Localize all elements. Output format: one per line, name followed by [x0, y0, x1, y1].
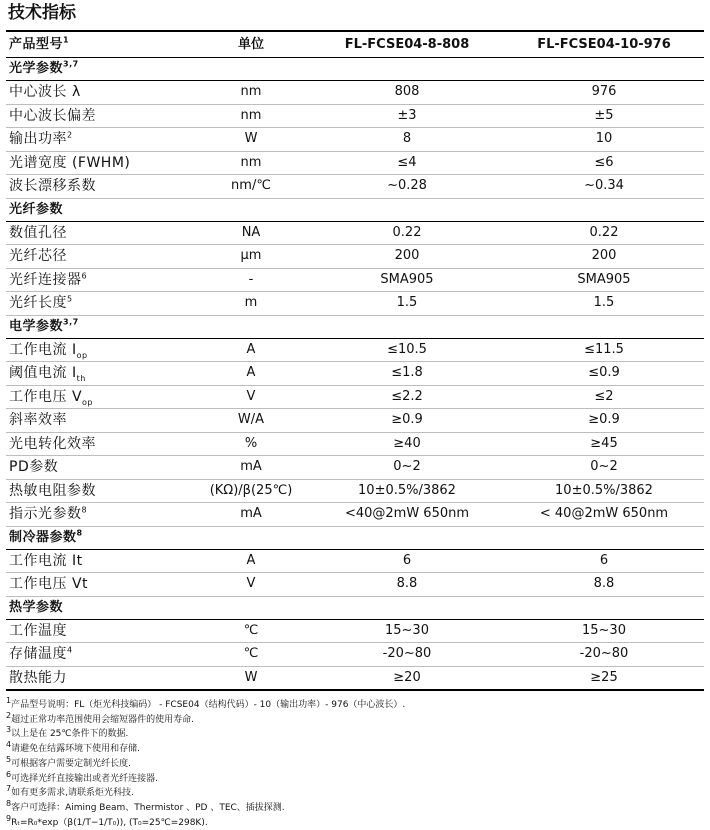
param-value-model-2: < 40@2mW 650nm	[504, 503, 704, 527]
param-name	[6, 128, 192, 152]
param-value-model-1: ≤1.8	[310, 362, 504, 386]
param-value-model-1: ≥40	[310, 432, 504, 456]
section-title-text: 光纤参数	[9, 201, 64, 217]
table-row	[6, 409, 704, 433]
footnote	[6, 727, 706, 742]
section-header-row	[6, 58, 704, 81]
footnote-number: 6	[6, 769, 12, 779]
param-name-text: 工作电流 I	[9, 341, 77, 358]
param-name	[6, 385, 192, 409]
param-value-model-1: ≤4	[310, 151, 504, 175]
param-value-model-1: ≥20	[310, 666, 504, 690]
footnote-text: 请避免在结露环境下使用和存储.	[11, 744, 140, 755]
param-name	[6, 619, 192, 643]
section-title-sup: 3,7	[63, 317, 79, 327]
param-name	[6, 479, 192, 503]
table-row	[6, 245, 704, 269]
param-name	[6, 221, 192, 245]
section-title	[6, 526, 704, 549]
param-name-text: 数值孔径	[9, 224, 67, 241]
param-name	[6, 81, 192, 105]
param-name	[6, 503, 192, 527]
param-name	[6, 666, 192, 690]
param-unit: V	[192, 573, 310, 597]
param-value-model-2: 0~2	[504, 456, 704, 480]
header-model-label: 产品型号$^1$	[6, 31, 192, 58]
table-row	[6, 456, 704, 480]
table-row	[6, 573, 704, 597]
table-row	[6, 619, 704, 643]
param-value-model-2: 200	[504, 245, 704, 269]
table-row	[6, 362, 704, 386]
param-name-text: 中心波长偏差	[9, 107, 96, 124]
param-value-model-2: ≥0.9	[504, 409, 704, 433]
param-value-model-1: ±3	[310, 104, 504, 128]
section-title-sup: 3,7	[63, 59, 79, 69]
footnote	[6, 798, 706, 816]
param-unit: A	[192, 362, 310, 386]
param-name-sub: op	[76, 350, 88, 360]
param-value-model-2: SMA905	[504, 268, 704, 292]
param-unit: nm/℃	[192, 175, 310, 199]
param-name-sup: 6	[81, 271, 88, 281]
footnote-text: 可根据客户需要定制光纤长度.	[11, 758, 131, 769]
param-value-model-1: ≥0.9	[310, 409, 504, 433]
param-value-model-2: 10±0.5%/3862	[504, 479, 704, 503]
table-row	[6, 292, 704, 316]
table-row	[6, 643, 704, 667]
section-title-text: 制冷器参数	[9, 529, 77, 545]
param-value-model-1: 10±0.5%/3862	[310, 479, 504, 503]
param-name	[6, 292, 192, 316]
section-title-sup: 8	[76, 528, 83, 538]
footnote	[6, 813, 706, 830]
param-name-text: 光纤连接器	[9, 271, 82, 288]
param-name	[6, 151, 192, 175]
footnote	[6, 754, 706, 772]
param-value-model-1: 15~30	[310, 619, 504, 643]
param-unit: ℃	[192, 643, 310, 667]
param-name-sup: 8	[81, 505, 88, 515]
param-name-sup: 5	[67, 294, 73, 304]
table-row	[6, 503, 704, 527]
param-value-model-2: ~0.34	[504, 175, 704, 199]
param-name-text: 斜率效率	[9, 412, 67, 429]
param-unit: -	[192, 268, 310, 292]
section-header-row	[6, 198, 704, 221]
param-name-text: 热敏电阻参数	[9, 482, 96, 499]
param-value-model-2: -20~80	[504, 643, 704, 667]
param-value-model-2: ≥45	[504, 432, 704, 456]
header-unit-label: 单位	[192, 31, 310, 58]
param-unit: m	[192, 292, 310, 316]
table-row	[6, 151, 704, 175]
param-name-text: 工作温度	[9, 622, 67, 639]
param-value-model-1: 808	[310, 81, 504, 105]
param-name-text: 工作电压 V	[9, 388, 83, 405]
param-value-model-2: 8.8	[504, 573, 704, 597]
param-unit: nm	[192, 104, 310, 128]
param-name	[6, 338, 192, 362]
param-name	[6, 456, 192, 480]
section-title	[6, 315, 704, 338]
param-unit: W	[192, 666, 310, 690]
table-row	[6, 104, 704, 128]
footnote-number: 7	[6, 784, 12, 794]
param-value-model-2: 10	[504, 128, 704, 152]
param-name-text: 波长漂移系数	[9, 178, 96, 195]
param-unit: mA	[192, 456, 310, 480]
footnote-text: Rₜ=R₀*exp（β(1/T−1/T₀)), (T₀=25℃=298K).	[11, 817, 208, 828]
param-unit: nm	[192, 81, 310, 105]
param-name-text: 指示光参数	[9, 506, 82, 523]
param-value-model-1: ~0.28	[310, 175, 504, 199]
table-row	[6, 549, 704, 573]
table-row	[6, 221, 704, 245]
footnote-number: 9	[6, 813, 12, 823]
param-name-text: 阈值电流 I	[9, 365, 77, 382]
param-name-text: 存储温度	[9, 646, 67, 663]
param-value-model-1: ≤2.2	[310, 385, 504, 409]
param-name	[6, 549, 192, 573]
footnote	[6, 742, 706, 757]
footnote	[6, 698, 706, 713]
param-name	[6, 268, 192, 292]
footnote-number: 5	[6, 754, 12, 764]
section-title	[6, 198, 704, 221]
param-name	[6, 245, 192, 269]
param-unit: W/A	[192, 409, 310, 433]
param-value-model-1: <40@2mW 650nm	[310, 503, 504, 527]
footnote-number: 4	[6, 740, 12, 750]
page-title: 技术指标	[8, 3, 76, 23]
param-value-model-2: 0.22	[504, 221, 704, 245]
param-name-text: 光纤长度	[9, 295, 67, 312]
param-name	[6, 104, 192, 128]
param-value-model-2: ±5	[504, 104, 704, 128]
param-name	[6, 362, 192, 386]
param-name-text: 中心波长 λ	[9, 84, 81, 101]
param-unit: nm	[192, 151, 310, 175]
footnote-number: 3	[6, 725, 12, 735]
param-name	[6, 409, 192, 433]
footnote-text: 以上是在 25℃条件下的数据.	[11, 729, 129, 740]
param-name-sub: th	[76, 374, 86, 384]
param-value-model-1: ≤10.5	[310, 338, 504, 362]
footnote	[6, 769, 706, 787]
param-unit: A	[192, 338, 310, 362]
table-row	[6, 385, 704, 409]
param-unit: μm	[192, 245, 310, 269]
footnote-text: 产品型号说明：FL（炬光科技编码） - FCSE04（结构代码）- 10（输出功率）- 976（中心波长）.	[11, 700, 406, 710]
param-name-sup: 4	[67, 645, 73, 655]
param-value-model-1: 8	[310, 128, 504, 152]
param-value-model-1: 8.8	[310, 573, 504, 597]
section-title-text: 电学参数	[9, 318, 64, 334]
table-row	[6, 432, 704, 456]
param-value-model-2: 15~30	[504, 619, 704, 643]
param-name-text: 光电转化效率	[9, 435, 96, 452]
param-value-model-1: 0.22	[310, 221, 504, 245]
param-value-model-2: ≤0.9	[504, 362, 704, 386]
section-title-text: 热学参数	[9, 599, 64, 615]
param-value-model-1: 1.5	[310, 292, 504, 316]
footnote-text: 超过正常功率范围使用会缩短器件的使用寿命.	[11, 714, 194, 725]
param-name	[6, 573, 192, 597]
footnotes	[6, 698, 706, 830]
param-name-sup: 2	[67, 130, 73, 140]
param-name	[6, 175, 192, 199]
param-unit: NA	[192, 221, 310, 245]
footnote-text: 客户可选择：Aiming Beam、Thermistor 、PD 、TEC、插拔探测.	[11, 802, 285, 813]
footnote-text: 如有更多需求,请联系炬光科技.	[11, 788, 134, 799]
table-row	[6, 338, 704, 362]
footnote	[6, 710, 706, 728]
section-title	[6, 596, 704, 619]
param-value-model-1: SMA905	[310, 268, 504, 292]
param-unit: %	[192, 432, 310, 456]
param-value-model-1: 6	[310, 549, 504, 573]
param-name-sub: op	[82, 397, 94, 407]
footnote-text: 可选择光纤直接输出或者光纤连接器.	[11, 773, 158, 784]
param-name-text: 光纤芯径	[9, 248, 67, 265]
table-row	[6, 81, 704, 105]
section-title-text: 光学参数	[9, 61, 64, 76]
table-row	[6, 128, 704, 152]
footnote-number: 8	[6, 798, 12, 808]
param-name	[6, 432, 192, 456]
section-header-row	[6, 596, 704, 619]
param-value-model-2: ≤11.5	[504, 338, 704, 362]
footnote-number: 2	[6, 710, 12, 720]
param-unit: W	[192, 128, 310, 152]
param-name-text: 工作电流 It	[9, 552, 83, 569]
table-header-row	[6, 31, 704, 58]
param-value-model-2: 976	[504, 81, 704, 105]
footnote-number: 1	[6, 696, 12, 705]
param-unit: A	[192, 549, 310, 573]
param-name-text: 输出功率	[9, 131, 67, 148]
param-value-model-1: 0~2	[310, 456, 504, 480]
param-value-model-2: ≤2	[504, 385, 704, 409]
table-row	[6, 666, 704, 690]
param-value-model-2: ≥25	[504, 666, 704, 690]
param-name-text: 光谱宽度 (FWHM)	[9, 154, 131, 171]
section-header-row	[6, 526, 704, 549]
header-model-2: FL-FCSE04-10-976	[504, 31, 704, 58]
section-title	[6, 58, 704, 81]
param-name	[6, 643, 192, 667]
param-value-model-2: 1.5	[504, 292, 704, 316]
spec-table	[6, 30, 704, 691]
param-value-model-1: 200	[310, 245, 504, 269]
param-unit: mA	[192, 503, 310, 527]
param-unit: ℃	[192, 619, 310, 643]
param-name-text: 工作电压 Vt	[9, 576, 89, 593]
table-row	[6, 175, 704, 199]
param-unit: V	[192, 385, 310, 409]
param-value-model-1: -20~80	[310, 643, 504, 667]
table-row	[6, 268, 704, 292]
param-value-model-2: 6	[504, 549, 704, 573]
footnote	[6, 786, 706, 801]
param-name-text: PD参数	[9, 459, 59, 476]
param-unit: (KΩ)/β(25℃)	[192, 479, 310, 503]
table-row	[6, 479, 704, 503]
param-value-model-2: ≤6	[504, 151, 704, 175]
section-header-row	[6, 315, 704, 338]
param-name-text: 散热能力	[9, 669, 67, 686]
header-model-1: FL-FCSE04-8-808	[310, 31, 504, 58]
